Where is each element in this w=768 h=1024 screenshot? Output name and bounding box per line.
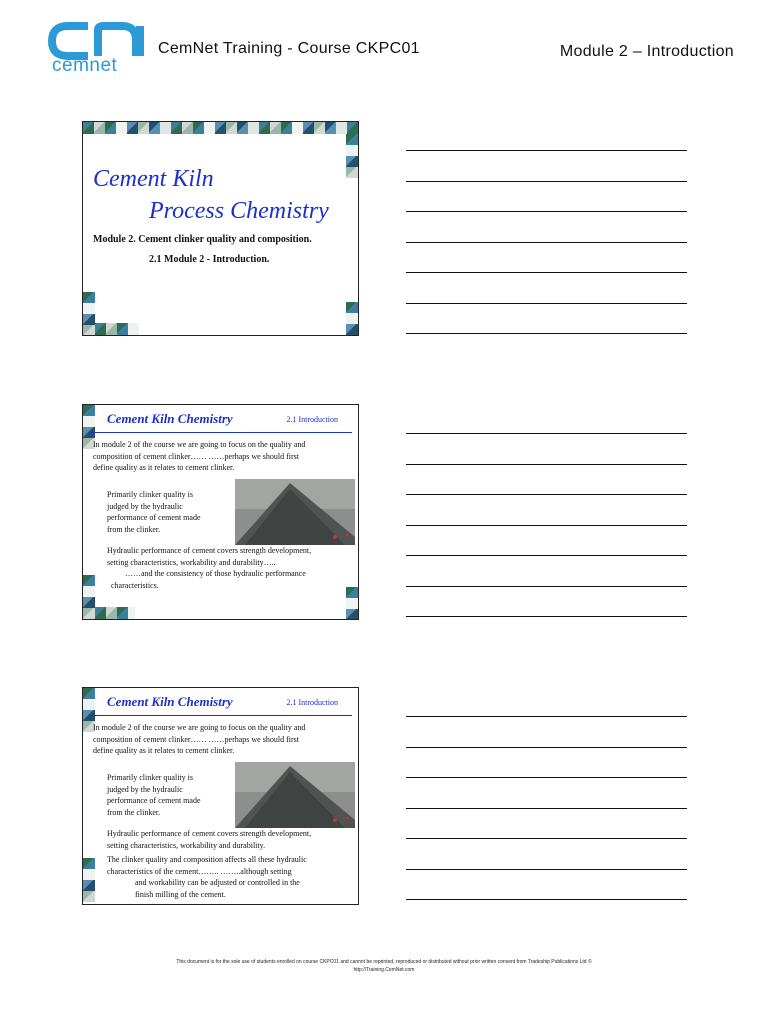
slide-3 — [82, 687, 359, 905]
slide-1 — [82, 121, 359, 336]
decor-tile — [346, 313, 358, 324]
intro-text — [93, 722, 305, 757]
quality-text — [107, 772, 201, 818]
decor-tile — [346, 324, 358, 335]
note-line — [406, 555, 687, 556]
decor-tile — [95, 607, 106, 619]
decor-tile — [83, 575, 95, 586]
tile-border-left-bottom — [83, 858, 95, 902]
note-line — [406, 242, 687, 243]
note-lines-2 — [406, 433, 687, 623]
text-line: judged by the hydraulic — [107, 501, 183, 511]
note-line — [406, 333, 687, 334]
decor-tile — [83, 699, 95, 710]
tile-border-bottom — [95, 323, 139, 335]
text-line: judged by the hydraulic — [107, 784, 183, 794]
decor-tile — [83, 869, 95, 880]
decor-tile — [83, 325, 95, 336]
decor-tile — [346, 587, 358, 598]
text-line: In module 2 of the course we are going to focus on the quality and — [93, 723, 306, 732]
tile-border-right — [346, 134, 358, 178]
decor-tile — [346, 598, 358, 609]
decor-tile — [95, 323, 106, 335]
decor-tile — [346, 609, 358, 620]
decor-tile — [105, 122, 116, 134]
clinker-pile-photo — [235, 479, 355, 545]
decor-tile — [215, 122, 226, 134]
decor-tile — [346, 156, 358, 167]
text-line: from the clinker. — [107, 524, 161, 534]
decor-tile — [106, 607, 117, 619]
note-line — [406, 433, 687, 434]
decor-tile — [117, 607, 128, 619]
text-line: composition of cement clinker…… ……perhaps we should first — [93, 451, 299, 461]
decor-tile — [83, 858, 95, 869]
slide-title-line1: Cement Kiln — [93, 166, 214, 192]
decor-tile — [149, 122, 160, 134]
note-line — [406, 494, 687, 495]
hydraulic-text — [107, 828, 311, 851]
decor-tile — [182, 122, 193, 134]
decor-tile — [83, 880, 95, 891]
decor-tile — [138, 122, 149, 134]
note-line — [406, 808, 687, 809]
text-line: characteristics of the cement…….. ……..although setting — [107, 866, 292, 876]
note-line — [406, 272, 687, 273]
text-line: finish milling of the cement. — [135, 889, 226, 899]
tile-border-left — [83, 292, 95, 336]
composition-text — [107, 854, 307, 900]
decor-tile — [347, 122, 358, 134]
decor-tile — [128, 323, 139, 335]
slide-title-line2: Process Chemistry — [149, 198, 329, 224]
note-line — [406, 899, 687, 900]
decor-tile — [292, 122, 303, 134]
text-line: Hydraulic performance of cement covers strength development, — [107, 546, 312, 555]
decor-tile — [128, 607, 135, 619]
module-title: Module 2 – Introduction — [559, 43, 734, 60]
text-line: Primarily clinker quality is — [107, 773, 193, 782]
note-lines-1 — [406, 150, 687, 340]
decor-tile — [226, 122, 237, 134]
text-line: Hydraulic performance of cement covers strength development, — [107, 829, 312, 838]
decor-tile — [83, 122, 94, 134]
decor-tile — [248, 122, 259, 134]
text-line: and workability can be adjusted or controlled in the — [135, 878, 300, 887]
decor-tile — [83, 891, 95, 902]
text-line: In module 2 of the course we are going to focus on the quality and — [93, 440, 306, 449]
text-line: setting characteristics, workability and durability….. — [107, 557, 276, 567]
decor-tile — [83, 292, 95, 303]
tile-border-right-bottom — [346, 302, 358, 336]
note-line — [406, 150, 687, 151]
slide-2 — [82, 404, 359, 620]
quality-text — [107, 489, 201, 535]
text-line: from the clinker. — [107, 807, 161, 817]
decor-tile — [346, 167, 358, 178]
note-line — [406, 181, 687, 182]
slide-tag: 2.1 Introduction — [286, 415, 338, 424]
clinker-pile-photo — [235, 762, 355, 828]
slide-heading: Cement Kiln Chemistry — [107, 411, 233, 426]
decor-tile — [346, 335, 358, 336]
tile-border-bottom — [95, 607, 135, 619]
note-line — [406, 838, 687, 839]
decor-tile — [259, 122, 270, 134]
note-line — [406, 777, 687, 778]
decor-tile — [83, 416, 95, 427]
decor-tile — [346, 145, 358, 156]
note-line — [406, 747, 687, 748]
heading-rule — [89, 715, 352, 716]
decor-tile — [83, 688, 95, 699]
decor-tile — [83, 586, 95, 597]
note-line — [406, 586, 687, 587]
decor-tile — [127, 122, 138, 134]
tile-border-right-bottom — [346, 587, 358, 620]
text-line: The clinker quality and composition affects all these hydraulic — [107, 855, 307, 864]
decor-tile — [83, 608, 95, 619]
text-line: Primarily clinker quality is — [107, 490, 193, 499]
text-line: define quality as it relates to cement clinker. — [93, 746, 235, 755]
decor-tile — [314, 122, 325, 134]
note-line — [406, 211, 687, 212]
footer-url: http://Training.CemNet.com — [353, 967, 415, 973]
text-line: performance of cement made — [107, 796, 201, 805]
decor-tile — [270, 122, 281, 134]
decor-tile — [83, 303, 95, 314]
decor-tile — [346, 134, 358, 145]
decor-tile — [160, 122, 171, 134]
note-line — [406, 464, 687, 465]
slide-tag: 2.1 Introduction — [286, 698, 338, 707]
decor-tile — [336, 122, 347, 134]
note-line — [406, 303, 687, 304]
intro-text — [93, 439, 305, 474]
note-line — [406, 616, 687, 617]
footer-disclaimer: This document is for the sole use of students enrolled on course CKPC01 and cannot be reprinted, reproduced or distributed without prior written consent from Tradeship Publications Ltd © — [176, 959, 592, 965]
slide-subtitle-1: Module 2. Cement clinker quality and composition. — [93, 234, 312, 245]
hydraulic-text — [107, 545, 311, 591]
note-line — [406, 716, 687, 717]
text-line: define quality as it relates to cement clinker. — [93, 463, 235, 472]
decor-tile — [94, 122, 105, 134]
decor-tile — [106, 323, 117, 335]
text-line: performance of cement made — [107, 513, 201, 522]
text-line: composition of cement clinker…… ……perhaps we should first — [93, 734, 299, 744]
decor-tile — [281, 122, 292, 134]
decor-tile — [83, 597, 95, 608]
tile-border-left-bottom — [83, 575, 95, 619]
note-lines-3 — [406, 716, 687, 906]
text-line: ……and the consistency of those hydraulic performance — [125, 569, 306, 578]
decor-tile — [83, 405, 95, 416]
course-title: CemNet Training - Course CKPC01 — [158, 40, 420, 57]
decor-tile — [237, 122, 248, 134]
decor-tile — [116, 122, 127, 134]
decor-tile — [83, 314, 95, 325]
cemnet-logo — [48, 22, 160, 78]
logo-word: cemnet — [52, 55, 118, 76]
slide-heading: Cement Kiln Chemistry — [107, 694, 233, 709]
decor-tile — [325, 122, 336, 134]
text-line: setting characteristics, workability and durability. — [107, 840, 266, 850]
decor-tile — [303, 122, 314, 134]
footer — [0, 958, 768, 974]
text-line: characteristics. — [111, 580, 159, 590]
decor-tile — [346, 302, 358, 313]
decor-tile — [171, 122, 182, 134]
note-line — [406, 869, 687, 870]
heading-rule — [89, 432, 352, 433]
decor-tile — [193, 122, 204, 134]
decor-tile — [204, 122, 215, 134]
tile-border-top — [83, 122, 358, 134]
note-line — [406, 525, 687, 526]
slide-subtitle-2: 2.1 Module 2 - Introduction. — [149, 254, 270, 265]
decor-tile — [117, 323, 128, 335]
